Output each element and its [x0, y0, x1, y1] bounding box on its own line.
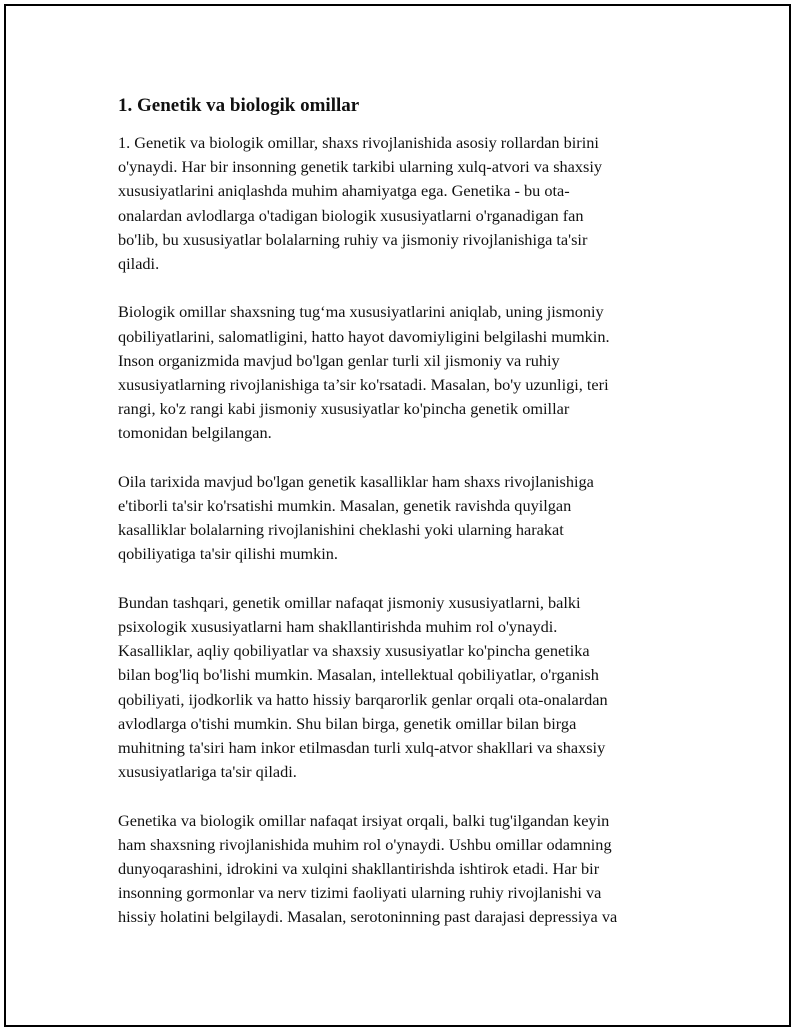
- paragraph-5: Genetika va biologik omillar nafaqat irsiyat orqali, balki tug'ilgandan keyin ham shaxsning rivojlanishida muhim rol o'ynaydi. Ushbu omillar odamning dunyoqarashini, idrokini va xulqini shakllantirishda ishtirok etadi. Har bir insonning gormonlar va nerv tizimi faoliyati ularning ruhiy rivojlanishi va hissiy holatini belgilaydi. Masalan, serotoninning past darajasi depressiya va: [118, 810, 618, 927]
- document-body: [118, 93, 690, 954]
- section-heading: 1. Genetik va biologik omillar: [118, 95, 360, 116]
- paragraph-3: Oila tarixida mavjud bo'lgan genetik kasalliklar ham shaxs rivojlanishiga e'tiborli ta'sir ko'rsatishi mumkin. Masalan, genetik ravishda quyilgan kasalliklar bolalarning rivojlanishini cheklashi yoki ularning harakat qobiliyatiga ta'sir qilishi mumkin.: [118, 471, 594, 564]
- paragraph-1: 1. Genetik va biologik omillar, shaxs rivojlanishida asosiy rollardan birini o'ynaydi. Har bir insonning genetik tarkibi ularning xulq-atvori va shaxsiy xususiyatlarini aniqlashda muhim ahamiyatga ega. Genetika - bu ota- onalardan avlodlarga o'tadigan biologik xususiyatlarni o'rganadigan fan bo'lib, bu xususiyatlar bolalarning ruhiy va jismoniy rivojlanishiga ta'sir qiladi.: [118, 133, 603, 274]
- paragraph-2: Biologik omillar shaxsning tug‘ma xususiyatlarini aniqlab, uning jismoniy qobiliyatlarini, salomatligini, hatto hayot davomiyligini belgilashi mumkin. Inson organizmida mavjud bo'lgan genlar turli xil jismoniy va ruhiy xususiyatlarning rivojlanishiga ta’sir ko'rsatadi. Masalan, bo'y uzunligi, teri rangi, ko'z rangi kabi jismoniy xususiyatlar ko'pincha genetik omillar tomonidan belgilangan.: [118, 302, 610, 443]
- paragraph-4: Bundan tashqari, genetik omillar nafaqat jismoniy xususiyatlarni, balki psixologik xususiyatlarni ham shakllantirishda muhim rol o'ynaydi. Kasalliklar, aqliy qobiliyatlar va shaxsiy xususiyatlar ko'pincha genetika bilan bog'liq bo'lishi mumkin. Masalan, intellektual qobiliyatlar, o'rganish qobiliyati, ijodkorlik va hatto hissiy barqarorlik genlar orqali ota-onalardan avlodlarga o'tishi mumkin. Shu bilan birga, genetik omillar bilan birga muhitning ta'siri ham inkor etilmasdan turli xulq-atvor shakllari va shaxsiy xususiyatlariga ta'sir qiladi.: [118, 592, 608, 782]
